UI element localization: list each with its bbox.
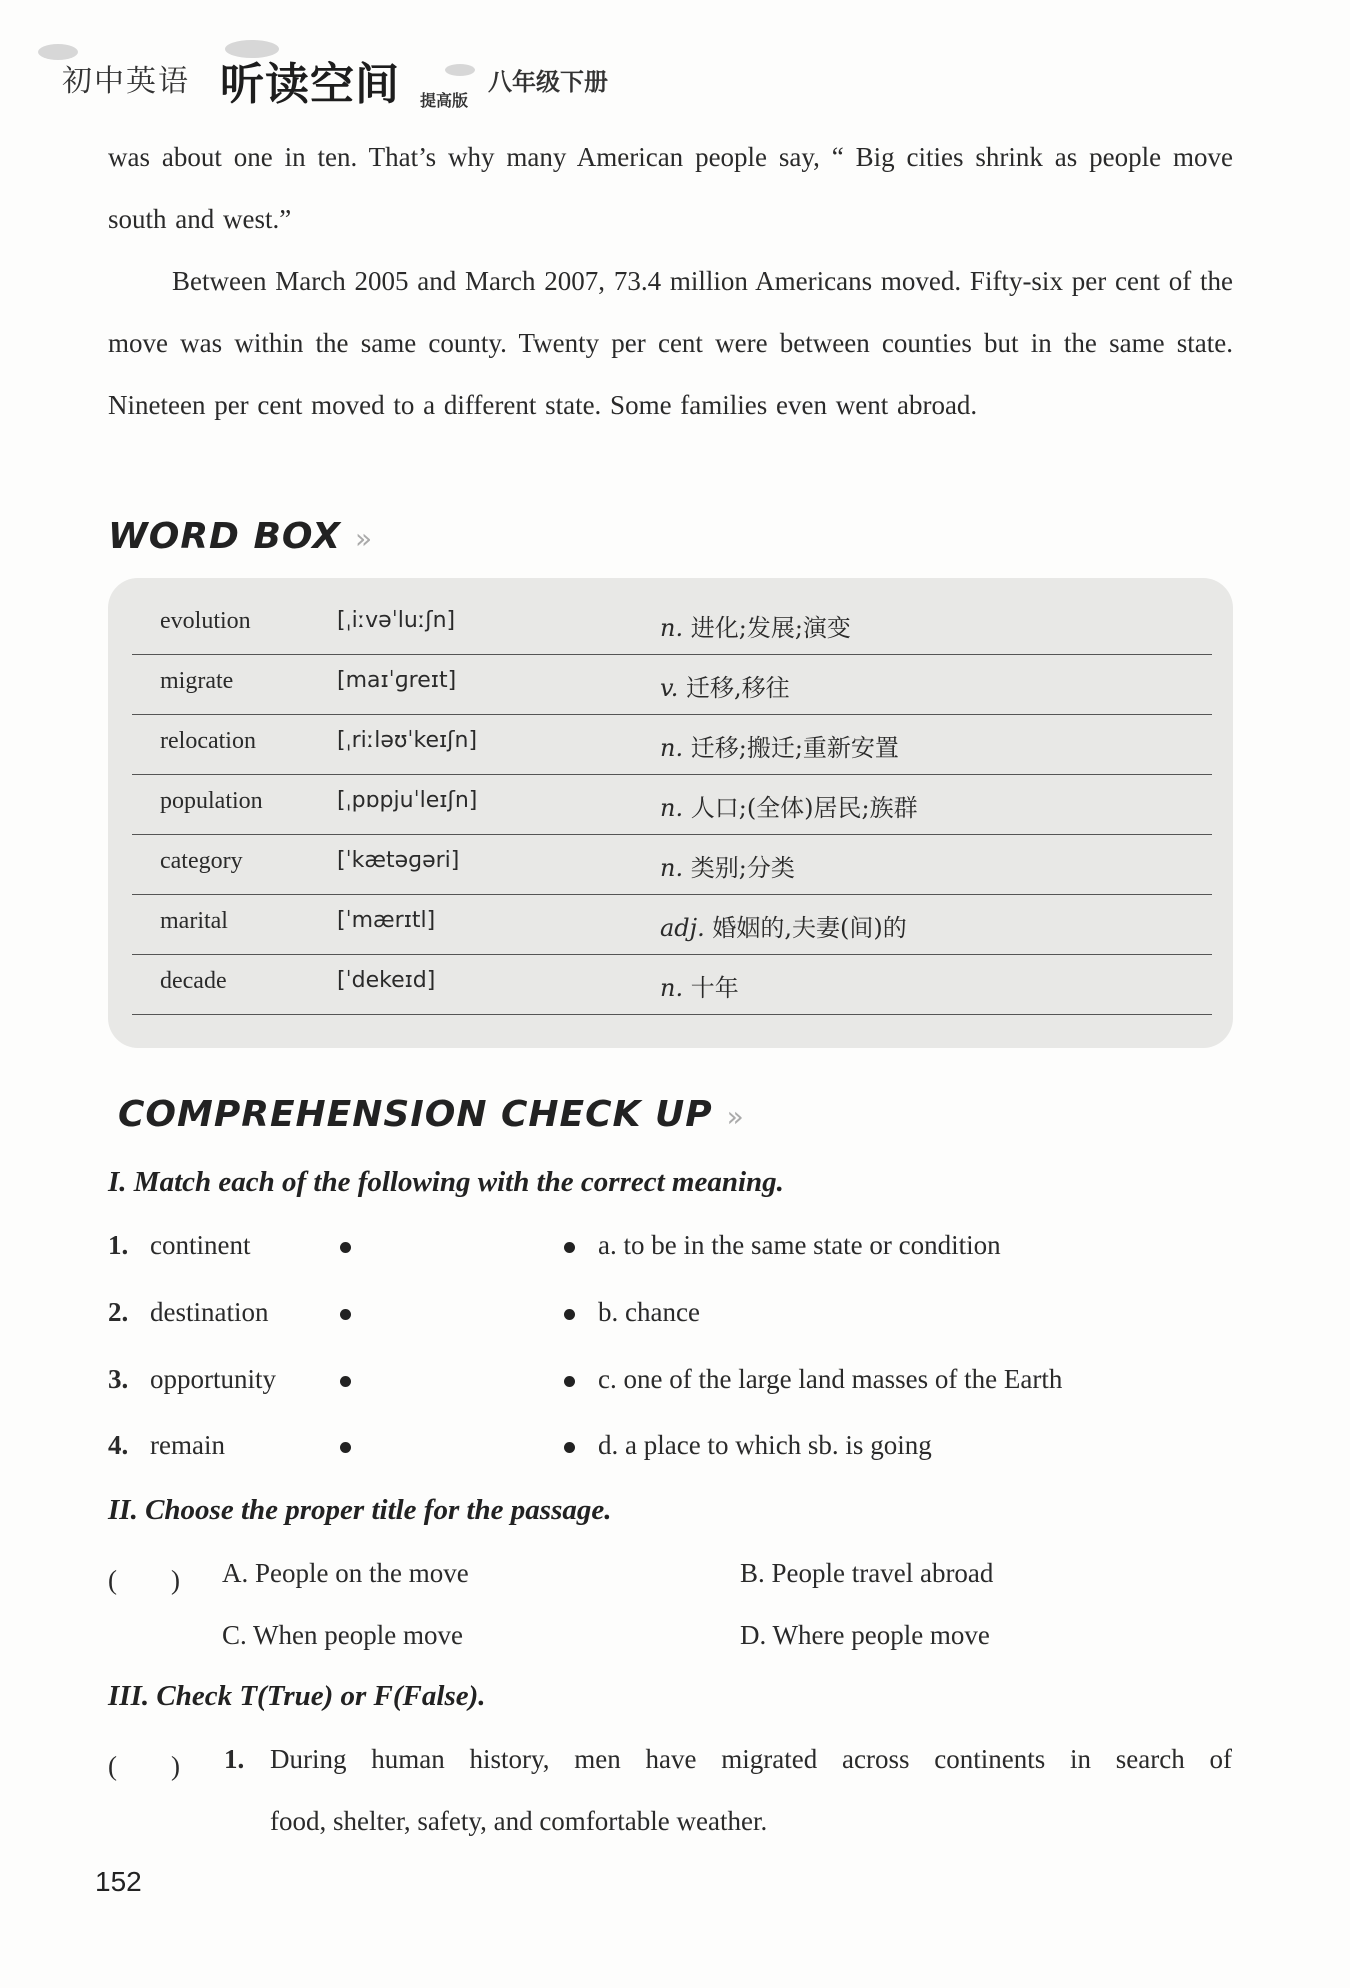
page-number: 152 [95, 1866, 142, 1897]
item-number: 1. [224, 1744, 245, 1774]
answer-bracket[interactable]: ( ) [108, 1565, 180, 1595]
word-entry [132, 654, 1212, 715]
word: relocation [160, 728, 256, 754]
definition: n. 迁移;搬迁;重新安置 [660, 734, 899, 762]
double-chevron-icon: » [354, 522, 374, 555]
match-dot-left[interactable] [340, 1442, 351, 1453]
section-2-title: II. Choose the proper title for the passage. [108, 1494, 612, 1526]
option-a: A. People on the move [222, 1558, 469, 1588]
match-term: continent [150, 1230, 251, 1260]
cloud-decoration [445, 64, 475, 76]
match-row [108, 1230, 1233, 1280]
item-number: 3. [108, 1364, 129, 1394]
definition: n. 人口;(全体)居民;族群 [660, 794, 918, 822]
match-term: opportunity [150, 1364, 276, 1394]
section-3-title: III. Check T(True) or F(False). [108, 1680, 486, 1712]
grade-label: 八年级下册 [488, 68, 608, 96]
definition: n. 类别;分类 [660, 854, 795, 882]
series-title: 初中英语 [62, 64, 190, 99]
word-entry [132, 774, 1212, 835]
phonetic: [ˌriːləʊˈkeɪʃn] [337, 728, 478, 753]
option-d: D. Where people move [740, 1620, 990, 1650]
match-dot-left[interactable] [340, 1376, 351, 1387]
item-number: 2. [108, 1297, 129, 1327]
statement-line-2: food, shelter, safety, and comfortable weather. [270, 1806, 768, 1836]
phonetic: [ˈkætəɡəri] [337, 848, 460, 873]
word: evolution [160, 608, 251, 634]
passage-paragraph-1: was about one in ten. That’s why many American people say, “ Big cities shrink as people move south and west.” [108, 142, 1233, 234]
match-term: destination [150, 1297, 269, 1327]
double-chevron-icon: » [726, 1100, 745, 1133]
word-entry [132, 714, 1212, 775]
match-dot-right[interactable] [564, 1376, 575, 1387]
match-dot-left[interactable] [340, 1309, 351, 1320]
phonetic: [ˌiːvəˈluːʃn] [337, 608, 456, 633]
match-row [108, 1297, 1233, 1347]
item-number: 1. [108, 1230, 129, 1260]
word-box-panel [108, 578, 1233, 1048]
edition-label: 提高版 [420, 91, 469, 110]
answer-bracket[interactable]: ( ) [108, 1751, 180, 1781]
comprehension-heading [118, 1094, 745, 1135]
match-meaning: a. to be in the same state or condition [598, 1230, 1001, 1260]
passage-paragraph-2: Between March 2005 and March 2007, 73.4 million Americans moved. Fifty-six per cent of the move was within the same county. Twenty per cent were between counties but in the same state. Nineteen per cent moved to a different state. Some families even went abroad. [108, 266, 1233, 420]
statement-line-1: During human history, men have migrated across continents in search of [270, 1744, 1232, 1774]
word-entry [132, 594, 1212, 655]
word: marital [160, 908, 228, 934]
phonetic: [ˈdekeɪd] [337, 968, 436, 993]
word: population [160, 788, 263, 814]
definition: n. 进化;发展;演变 [660, 614, 851, 642]
word: decade [160, 968, 227, 994]
word-box-heading [108, 516, 373, 557]
word-entry [132, 954, 1212, 1015]
definition: adj. 婚姻的,夫妻(间)的 [660, 914, 907, 942]
comprehension-title: COMPREHENSION CHECK UP [118, 1094, 713, 1135]
word: migrate [160, 668, 234, 694]
match-dot-right[interactable] [564, 1442, 575, 1453]
option-c: C. When people move [222, 1620, 463, 1650]
match-dot-left[interactable] [340, 1242, 351, 1253]
phonetic: [ˌpɒpjuˈleɪʃn] [337, 788, 478, 813]
item-number: 4. [108, 1430, 129, 1460]
match-meaning: b. chance [598, 1297, 700, 1327]
word: category [160, 848, 243, 874]
word-box-title: WORD BOX [108, 516, 341, 557]
match-term: remain [150, 1430, 225, 1460]
match-row [108, 1430, 1233, 1480]
match-dot-right[interactable] [564, 1309, 575, 1320]
phonetic: [ˈmærɪtl] [337, 908, 436, 933]
match-meaning: c. one of the large land masses of the Earth [598, 1364, 1063, 1394]
match-dot-right[interactable] [564, 1242, 575, 1253]
match-meaning: d. a place to which sb. is going [598, 1430, 932, 1460]
brand-logo-text: 听读空间 [220, 59, 400, 110]
match-row [108, 1364, 1233, 1414]
definition: v. 迁移,移往 [660, 674, 790, 702]
phonetic: [maɪˈɡreɪt] [337, 668, 457, 693]
word-entry [132, 894, 1212, 955]
word-entry [132, 834, 1212, 895]
option-b: B. People travel abroad [740, 1558, 994, 1588]
definition: n. 十年 [660, 974, 739, 1002]
section-1-title: I. Match each of the following with the correct meaning. [108, 1166, 784, 1198]
